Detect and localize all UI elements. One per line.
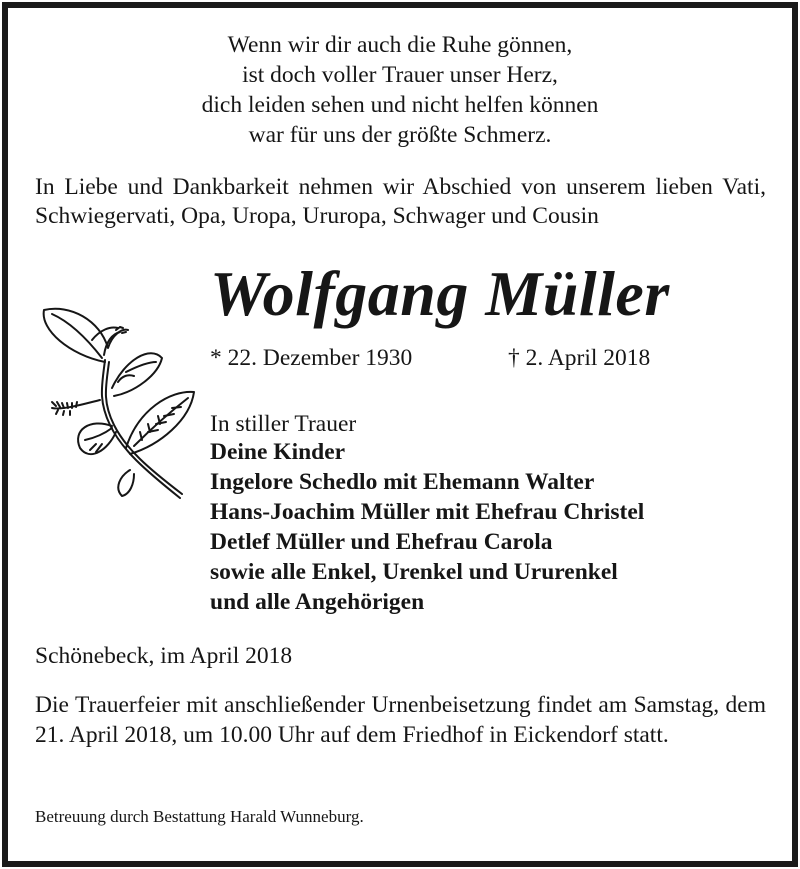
mourners-list	[210, 437, 644, 617]
poem-line-4: war für uns der größte Schmerz.	[248, 122, 552, 148]
mourner-line: sowie alle Enkel, Urenkel und Ururenkel	[210, 559, 618, 585]
farewell-intro: In Liebe und Dankbarkeit nehmen wir Abschied von unserem lieben Vati, Schwiegervati, Opa, Uropa, Ururopa, Schwager und Cousin	[35, 174, 766, 229]
death-date: † 2. April 2018	[508, 345, 651, 371]
calla-lily-icon	[30, 300, 200, 505]
mourning-title: In stiller Trauer	[210, 411, 357, 437]
place-date: Schönebeck, im April 2018	[35, 643, 293, 669]
mourner-line: Ingelore Schedlo mit Ehemann Walter	[210, 469, 595, 495]
deceased-name: Wolfgang Müller	[210, 258, 670, 329]
poem-line-1: Wenn wir dir auch die Ruhe gönnen,	[227, 32, 573, 58]
memorial-poem	[0, 30, 800, 150]
funeral-service-credit: Betreuung durch Bestattung Harald Wunneburg.	[35, 807, 364, 826]
poem-line-2: ist doch voller Trauer unser Herz,	[242, 62, 558, 88]
ceremony-info: Die Trauerfeier mit anschließender Urnenbeisetzung findet am Samstag, dem 21. April 2018, um 10.00 Uhr auf dem Friedhof in Eickendorf statt.	[35, 692, 766, 748]
birth-date: * 22. Dezember 1930	[210, 345, 413, 371]
mourner-line: Hans-Joachim Müller mit Ehefrau Christel	[210, 499, 645, 525]
mourner-line: Detlef Müller und Ehefrau Carola	[210, 529, 553, 555]
mourner-line: Deine Kinder	[210, 439, 346, 465]
poem-line-3: dich leiden sehen und nicht helfen können	[201, 92, 599, 118]
mourner-line: und alle Angehörigen	[210, 589, 425, 615]
